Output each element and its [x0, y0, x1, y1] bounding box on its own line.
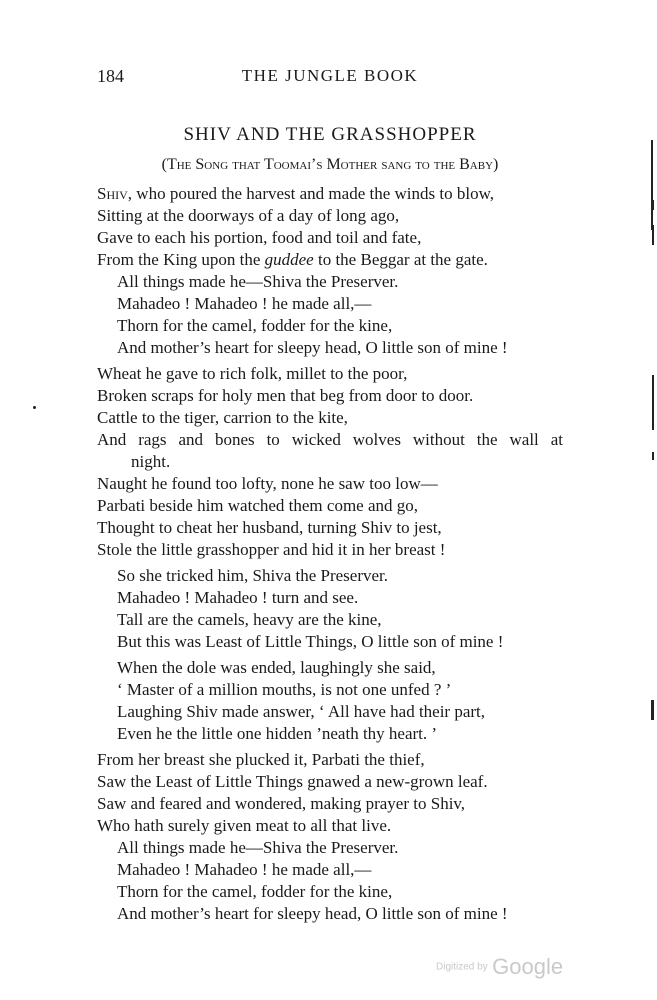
poem-line: Who hath surely given meat to all that live.	[97, 816, 392, 835]
scan-mark	[652, 225, 654, 245]
word: And	[97, 430, 127, 449]
poem-line: Sitting at the doorways of a day of long ago,	[97, 206, 400, 225]
google-watermark	[436, 954, 563, 980]
poem-line: Parbati beside him watched them come and go,	[97, 496, 419, 515]
word: rags	[138, 430, 167, 449]
poem-line: Stole the little grasshopper and hid it in her breast !	[97, 540, 446, 559]
poem-line: Saw the Least of Little Things gnawed a new-grown leaf.	[97, 772, 488, 791]
scan-dot	[33, 406, 36, 409]
poem-line: Cattle to the tiger, carrion to the kite,	[97, 408, 348, 427]
refrain-line: All things made he—Shiva the Preserver.	[117, 272, 399, 291]
poem-line: Thought to cheat her husband, turning Shiv to jest,	[97, 518, 442, 537]
poem-line	[97, 183, 563, 205]
scan-mark	[651, 200, 654, 210]
refrain-line: But this was Least of Little Things, O little son of mine !	[117, 632, 504, 651]
word: wall	[509, 430, 539, 449]
poem-line: From her breast she plucked it, Parbati the thief,	[97, 750, 425, 769]
word: and	[178, 430, 204, 449]
refrain-line: Tall are the camels, heavy are the kine,	[117, 610, 382, 629]
refrain-line: Mahadeo ! Mahadeo ! turn and see.	[117, 588, 359, 607]
scan-mark	[652, 452, 654, 460]
word: without	[412, 430, 465, 449]
running-head: THE JUNGLE BOOK	[241, 66, 419, 85]
italic-word: guddee	[264, 250, 314, 269]
refrain-line: So she tricked him, Shiva the Preserver.	[117, 566, 389, 585]
drop-word: Shiv	[97, 184, 128, 203]
page-number: 184	[97, 66, 124, 86]
line-text: , who poured the harvest and made the winds to blow,	[127, 184, 495, 203]
poem-line: Even he the little one hidden ’neath thy heart. ’	[117, 724, 438, 743]
refrain-line: Thorn for the camel, fodder for the kine,	[117, 316, 393, 335]
line-text: to the Beggar at the gate.	[313, 250, 488, 269]
poem-line: Gave to each his portion, food and toil and fate,	[97, 228, 422, 247]
refrain-line: Mahadeo ! Mahadeo ! he made all,—	[117, 860, 372, 879]
refrain-line: All things made he—Shiva the Preserver.	[117, 838, 399, 857]
poem-body	[97, 183, 563, 925]
word: wicked	[291, 430, 341, 449]
refrain-line: And mother’s heart for sleepy head, O little son of mine !	[117, 338, 508, 357]
poem-line-continuation: night.	[131, 452, 171, 471]
poem-line: Saw and feared and wondered, making prayer to Shiv,	[97, 794, 466, 813]
line-text: From the King upon the	[97, 250, 265, 269]
word: wolves	[352, 430, 401, 449]
refrain-line: And mother’s heart for sleepy head, O little son of mine !	[117, 904, 508, 923]
poem-line: Naught he found too lofty, none he saw too low—	[97, 474, 438, 493]
refrain-line: Thorn for the camel, fodder for the kine,	[117, 882, 393, 901]
word: the	[476, 430, 498, 449]
word: at	[550, 430, 563, 449]
poem-subtitle: (The Song that Toomai’s Mother sang to the Baby)	[161, 156, 499, 173]
scan-mark	[651, 700, 654, 720]
poem-line: ‘ Master of a million mouths, is not one unfed ? ’	[117, 680, 452, 699]
poem-line: Wheat he gave to rich folk, millet to the poor,	[97, 364, 408, 383]
poem-line	[97, 249, 563, 271]
poem-line: When the dole was ended, laughingly she said,	[117, 658, 436, 677]
word: bones	[214, 430, 255, 449]
poem-line: Broken scraps for holy men that beg from door to door.	[97, 386, 474, 405]
scan-mark	[651, 140, 653, 230]
poem-title: SHIV AND THE GRASSHOPPER	[183, 124, 477, 145]
poem-line: Laughing Shiv made answer, ‘ All have had their part,	[117, 702, 486, 721]
page-header	[97, 66, 563, 92]
word: to	[266, 430, 280, 449]
google-logo: Google	[492, 954, 564, 979]
watermark-prefix: Digitized by	[436, 961, 488, 973]
scan-mark	[652, 375, 654, 430]
poem-line-justified	[97, 429, 563, 451]
refrain-line: Mahadeo ! Mahadeo ! he made all,—	[117, 294, 372, 313]
